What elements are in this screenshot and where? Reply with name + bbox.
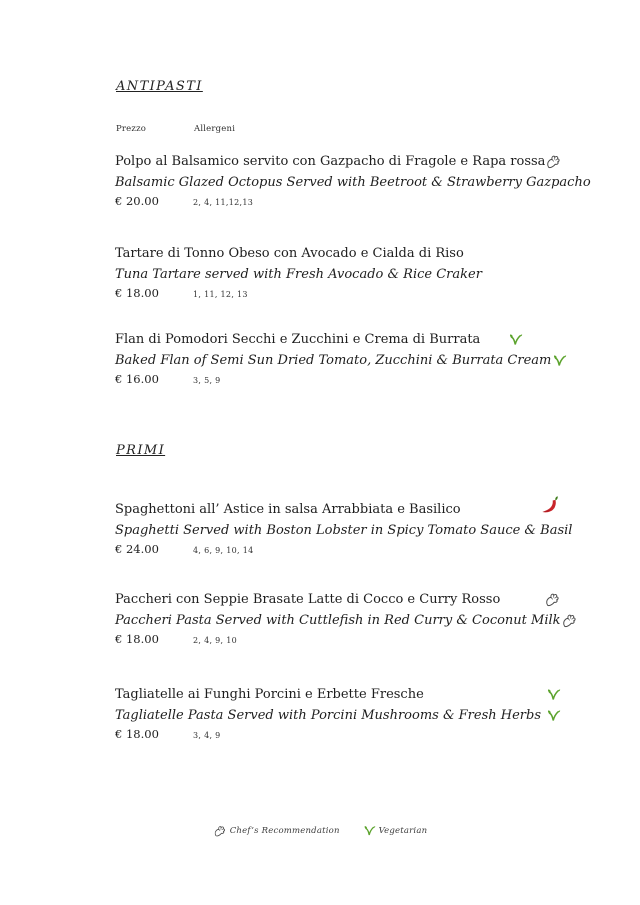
menu-item-polpo — [115, 151, 591, 213]
dish-name-english: Paccheri Pasta Served with Cuttlefish in Red Curry & Coconut Milk — [115, 613, 561, 628]
menu-item-tagliatelle — [115, 684, 561, 746]
vegetarian-icon — [551, 353, 567, 369]
dish-name-italian: Polpo al Balsamico servito con Gazpacho di Fragole e Rapa rossa — [115, 154, 546, 169]
dish-name-row — [115, 243, 561, 264]
dish-price: € 24.00 — [115, 542, 159, 556]
price-row — [115, 542, 561, 561]
price-row — [115, 727, 561, 746]
menu-item-tartare — [115, 243, 561, 305]
dish-price: € 18.00 — [115, 727, 159, 741]
dish-allergens: 2, 4, 9, 10 — [193, 636, 238, 645]
allergens-column-header: Allergeni — [194, 124, 236, 134]
dish-price: € 16.00 — [115, 372, 159, 386]
menu-item-paccheri — [115, 589, 561, 651]
dish-name-italian: Paccheri con Seppie Brasate Latte di Cocco e Curry Rosso — [115, 592, 501, 607]
dish-name-row — [115, 684, 561, 705]
vegetarian-icon — [545, 687, 561, 703]
vegetarian-icon — [507, 332, 523, 348]
dish-name-row — [115, 151, 561, 172]
legend — [0, 820, 640, 842]
dish-name-translation-row — [115, 705, 561, 726]
dish-price: € 18.00 — [115, 286, 159, 300]
price-row — [115, 194, 561, 213]
dish-name-english: Balsamic Glazed Octopus Served with Beetroot & Strawberry Gazpacho — [115, 175, 591, 190]
dish-name-italian: Spaghettoni all’ Astice in salsa Arrabbiata e Basilico — [115, 502, 461, 517]
dish-name-italian: Flan di Pomodori Secchi e Zucchini e Crema di Burrata — [115, 332, 481, 347]
dish-name-italian: Tartare di Tonno Obeso con Avocado e Cialda di Riso — [115, 246, 464, 261]
price-row — [115, 632, 561, 651]
legend-chef-label: Chef’s Recommendation — [229, 826, 340, 836]
vegetarian-icon — [545, 708, 561, 724]
dish-name-english: Spaghetti Served with Boston Lobster in Spicy Tomato Sauce & Basil — [115, 523, 573, 538]
chefs-recommendation-icon — [544, 591, 561, 608]
section-title-antipasti: ANTIPASTI — [116, 79, 203, 94]
dish-allergens: 3, 4, 9 — [193, 731, 221, 740]
dish-name-translation-row — [115, 520, 573, 541]
menu-item-spaghettoni — [115, 499, 573, 561]
dish-name-translation-row — [115, 264, 561, 285]
menu-item-flan — [115, 329, 561, 391]
dish-name-english: Tuna Tartare served with Fresh Avocado & Rice Craker — [115, 267, 482, 282]
chefs-recommendation-icon — [561, 612, 578, 629]
column-headers — [116, 124, 235, 134]
dish-name-translation-row — [115, 172, 591, 193]
vegetarian-icon — [362, 824, 376, 838]
chili-spicy-icon — [539, 494, 561, 516]
dish-price: € 20.00 — [115, 194, 159, 208]
dish-allergens: 3, 5, 9 — [193, 376, 221, 385]
dish-name-italian: Tagliatelle ai Funghi Porcini e Erbette Fresche — [115, 687, 424, 702]
dish-name-translation-row — [115, 350, 561, 371]
dish-allergens: 4, 6, 9, 10, 14 — [193, 546, 254, 555]
price-row — [115, 286, 561, 305]
price-row — [115, 372, 561, 391]
chefs-recommendation-icon — [213, 824, 227, 838]
dish-name-row — [115, 499, 561, 520]
dish-name-row — [115, 329, 561, 350]
dish-allergens: 2, 4, 11,12,13 — [193, 198, 254, 207]
dish-allergens: 1, 11, 12, 13 — [193, 290, 248, 299]
price-column-header: Prezzo — [116, 124, 147, 134]
dish-name-translation-row — [115, 610, 561, 631]
dish-price: € 18.00 — [115, 632, 159, 646]
dish-name-row — [115, 589, 561, 610]
section-title-primi: PRIMI — [116, 443, 166, 458]
dish-name-english: Baked Flan of Semi Sun Dried Tomato, Zucchini & Burrata Cream — [115, 353, 552, 368]
dish-name-english: Tagliatelle Pasta Served with Porcini Mushrooms & Fresh Herbs — [115, 708, 542, 723]
legend-vegetarian-label: Vegetarian — [378, 826, 428, 836]
chefs-recommendation-icon — [545, 153, 562, 170]
